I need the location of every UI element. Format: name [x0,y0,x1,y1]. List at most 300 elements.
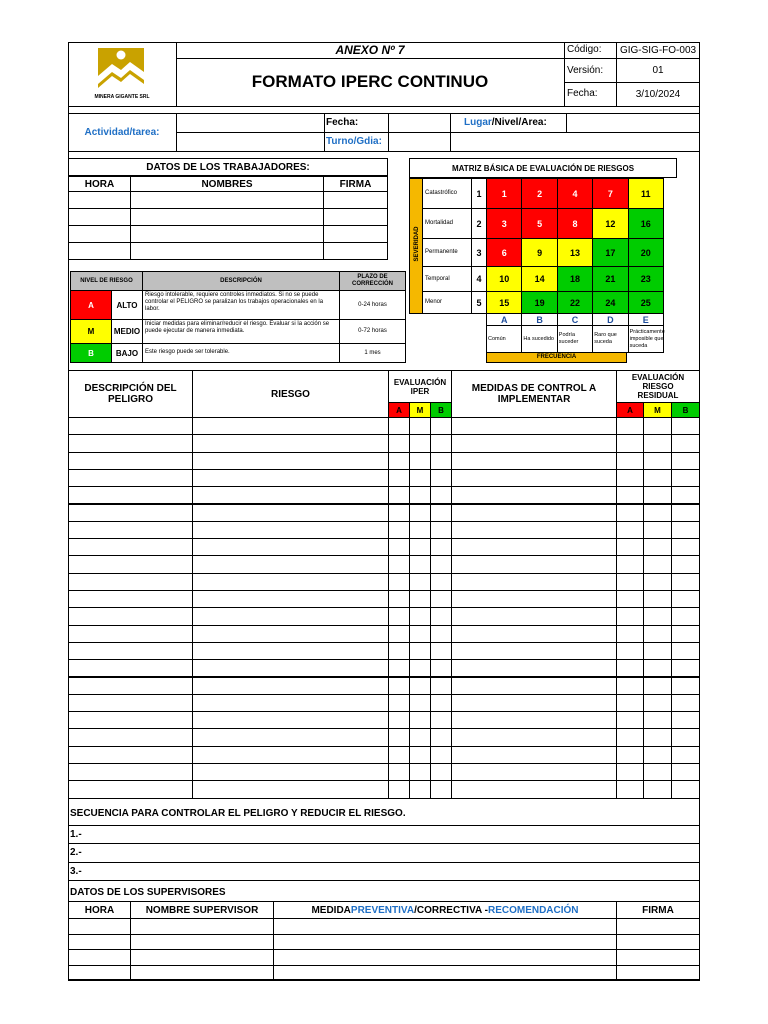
sup-col-hora: HORA [68,901,131,919]
riesgo-cell[interactable] [192,434,389,452]
medidas-cell[interactable] [451,780,617,798]
peligro-cell[interactable] [68,728,193,746]
eval-a-cell[interactable] [388,642,410,660]
residual-m-cell[interactable] [643,607,672,625]
riesgo-cell[interactable] [192,504,389,522]
residual-b-cell[interactable] [671,607,700,625]
sup-medida-cell[interactable] [273,934,617,951]
residual-m-cell[interactable] [643,521,672,539]
eval-m-cell[interactable] [409,452,431,470]
sequence-item-1[interactable]: 1.- [70,829,82,840]
medidas-cell[interactable] [451,763,617,781]
residual-m-cell[interactable] [643,504,672,522]
eval-b-cell[interactable] [430,434,452,452]
severity-number: 4 [471,266,487,292]
residual-b-cell[interactable] [671,694,700,712]
peligro-cell[interactable] [68,434,193,452]
riesgo-cell[interactable] [192,780,389,798]
eval-a-cell[interactable] [388,763,410,781]
eval-a-cell[interactable] [388,728,410,746]
eval-a-cell[interactable] [388,677,410,695]
riesgo-cell[interactable] [192,573,389,591]
info-section [68,113,700,151]
risk-levels-table [70,271,406,363]
frequency-letter: E [628,313,664,326]
sup-col-firma: FIRMA [616,901,700,919]
eval-b-cell[interactable] [430,504,452,522]
matrix-cell: 5 [521,208,557,239]
residual-a-cell[interactable] [616,763,644,781]
turno-label: Turno/Gdia: [326,136,382,147]
residual-b: B [671,402,700,418]
riesgo-cell[interactable] [192,469,389,487]
medidas-cell[interactable] [451,711,617,729]
eval-b-cell[interactable] [430,625,452,643]
eval-a-cell[interactable] [388,590,410,608]
matrix-cell: 7 [592,178,628,209]
medidas-cell[interactable] [451,694,617,712]
residual-m-cell[interactable] [643,486,672,504]
riesgo-cell[interactable] [192,417,389,435]
frequency-letter: C [557,313,593,326]
residual-m-cell[interactable] [643,590,672,608]
worker-nombre-cell[interactable] [130,208,324,226]
residual-a-cell[interactable] [616,746,644,764]
residual-a-cell[interactable] [616,659,644,677]
medidas-cell[interactable] [451,607,617,625]
medidas-cell[interactable] [451,434,617,452]
eval-m-cell[interactable] [409,538,431,556]
date-value: 3/10/2024 [635,88,681,100]
eval-m-cell[interactable] [409,763,431,781]
eval-b-cell[interactable] [430,642,452,660]
sup-nombre-cell[interactable] [130,934,274,951]
riesgo-cell[interactable] [192,521,389,539]
eval-m-cell[interactable] [409,486,431,504]
matrix-cell: 15 [486,291,522,314]
medidas-cell[interactable] [451,642,617,660]
header [68,42,700,106]
activity-field[interactable] [176,113,324,151]
severity-number: 2 [471,208,487,239]
lugar-field[interactable] [566,113,700,132]
residual-b-cell[interactable] [671,711,700,729]
peligro-cell[interactable] [68,521,193,539]
eval-a-cell[interactable] [388,521,410,539]
workers-table [68,158,388,262]
frequency-name: Podría suceder [557,325,593,353]
peligro-cell[interactable] [68,486,193,504]
residual-a-cell[interactable] [616,521,644,539]
eval-b-cell[interactable] [430,763,452,781]
eval-a-cell[interactable] [388,486,410,504]
frequency-name: Ha sucedido [521,325,557,353]
eval-m-cell[interactable] [409,642,431,660]
sup-hora-cell[interactable] [68,949,131,966]
peligro-cell[interactable] [68,659,193,677]
peligro-cell[interactable] [68,746,193,764]
severity-number: 3 [471,238,487,267]
residual-m-cell[interactable] [643,694,672,712]
residual-a-cell[interactable] [616,607,644,625]
residual-m-cell[interactable] [643,469,672,487]
severity-number: 1 [471,178,487,209]
riesgo-cell[interactable] [192,677,389,695]
matrix-cell: 9 [521,238,557,267]
riesgo-cell[interactable] [192,659,389,677]
residual-m-cell[interactable] [643,452,672,470]
peligro-cell[interactable] [68,469,193,487]
residual-a-cell[interactable] [616,434,644,452]
residual-m-cell[interactable] [643,642,672,660]
sequence-item-2[interactable]: 2.- [70,847,82,858]
worker-firma-cell[interactable] [323,191,388,209]
residual-a-cell[interactable] [616,780,644,798]
residual-a-cell[interactable] [616,642,644,660]
workers-col-firma: FIRMA [323,176,388,192]
eval-a-cell[interactable] [388,417,410,435]
eval-b-cell[interactable] [430,555,452,573]
eval-a-cell[interactable] [388,469,410,487]
eval-b-cell[interactable] [430,452,452,470]
residual-b-cell[interactable] [671,780,700,798]
residual-a-cell[interactable] [616,555,644,573]
matrix-cell: 24 [592,291,628,314]
peligro-cell[interactable] [68,573,193,591]
eval-b-cell[interactable] [430,677,452,695]
frequency-letter: B [521,313,557,326]
sup-nombre-cell[interactable] [130,965,274,982]
worker-hora-cell[interactable] [68,191,131,209]
residual-b-cell[interactable] [671,486,700,504]
residual-m-cell[interactable] [643,746,672,764]
residual-b-cell[interactable] [671,452,700,470]
eval-m-cell[interactable] [409,504,431,522]
eval-b-cell[interactable] [430,469,452,487]
eval-m-cell[interactable] [409,555,431,573]
eval-m-cell[interactable] [409,469,431,487]
frequency-letter: D [592,313,628,326]
sup-firma-cell[interactable] [616,949,700,966]
residual-a-cell[interactable] [616,711,644,729]
residual-b-cell[interactable] [671,434,700,452]
sup-col-medida-1: MEDIDA [311,904,351,916]
riesgo-cell[interactable] [192,728,389,746]
eval-m-cell[interactable] [409,780,431,798]
matrix-cell: 16 [628,208,664,239]
peligro-cell[interactable] [68,590,193,608]
frequency-name: Prácticamente imposible que suceda [628,325,664,353]
residual-m-cell[interactable] [643,659,672,677]
risk-alto-desc: Riesgo intolerable, requiere controles inmediatos. Si no se puede controlar el PELIGRO se paralizan los trabajos operacionales en la labor. [142,290,340,320]
residual-m-cell[interactable] [643,538,672,556]
peligro-cell[interactable] [68,555,193,573]
sup-medida-cell[interactable] [273,965,617,982]
medidas-cell[interactable] [451,521,617,539]
medidas-cell[interactable] [451,538,617,556]
risk-medio-name: MEDIO [111,319,143,344]
eval-m-cell[interactable] [409,659,431,677]
residual-a-cell[interactable] [616,728,644,746]
eval-a-cell[interactable] [388,573,410,591]
matrix-cell: 23 [628,266,664,292]
eval-b-cell[interactable] [430,417,452,435]
worker-nombre-cell[interactable] [130,225,324,243]
peligro-cell[interactable] [68,607,193,625]
residual-a-cell[interactable] [616,417,644,435]
sup-col-medida [273,901,617,919]
code-label: Código: [567,44,602,55]
residual-m-cell[interactable] [643,711,672,729]
residual-b-cell[interactable] [671,728,700,746]
fecha-field[interactable] [388,113,450,132]
residual-a-cell[interactable] [616,625,644,643]
lugar-label-blue: Lugar [464,117,492,128]
sup-medida-cell[interactable] [273,918,617,935]
col-residual: EVALUACIÓN RIESGO RESIDUAL [616,370,700,403]
fecha-label: Fecha: [326,117,359,128]
risk-col-desc: DESCRIPCIÓN [142,271,340,291]
sequence-section [68,805,700,880]
severity-name: Menor [422,291,472,314]
eval-m-cell[interactable] [409,728,431,746]
sup-nombre-cell[interactable] [130,918,274,935]
medidas-cell[interactable] [451,469,617,487]
sup-firma-cell[interactable] [616,918,700,935]
eval-m: M [409,402,431,418]
sup-firma-cell[interactable] [616,965,700,982]
eval-b-cell[interactable] [430,659,452,677]
eval-b-cell[interactable] [430,486,452,504]
residual-a-cell[interactable] [616,538,644,556]
matrix-cell: 21 [592,266,628,292]
eval-b-cell[interactable] [430,728,452,746]
residual-m-cell[interactable] [643,625,672,643]
col-medidas: MEDIDAS DE CONTROL A IMPLEMENTAR [451,370,617,418]
eval-a-cell[interactable] [388,780,410,798]
sup-firma-cell[interactable] [616,934,700,951]
sup-nombre-cell[interactable] [130,949,274,966]
matrix-cell: 4 [557,178,593,209]
medidas-cell[interactable] [451,504,617,522]
peligro-cell[interactable] [68,711,193,729]
residual-b-cell[interactable] [671,625,700,643]
eval-b-cell[interactable] [430,780,452,798]
matrix-cell: 8 [557,208,593,239]
residual-a-cell[interactable] [616,504,644,522]
sup-hora-cell[interactable] [68,934,131,951]
peligro-cell[interactable] [68,642,193,660]
sup-medida-cell[interactable] [273,949,617,966]
residual-b-cell[interactable] [671,417,700,435]
medidas-cell[interactable] [451,677,617,695]
matrix-title: MATRIZ BÁSICA DE EVALUACIÓN DE RIESGOS [409,158,677,178]
eval-a-cell[interactable] [388,625,410,643]
eval-a-cell[interactable] [388,434,410,452]
frequency-label: FRECUENCIA [486,352,627,363]
medidas-cell[interactable] [451,659,617,677]
severity-name: Temporal [422,266,472,292]
eval-b-cell[interactable] [430,746,452,764]
residual-m-cell[interactable] [643,763,672,781]
residual-m-cell[interactable] [643,677,672,695]
eval-m-cell[interactable] [409,573,431,591]
riesgo-cell[interactable] [192,763,389,781]
riesgo-cell[interactable] [192,711,389,729]
eval-m-cell[interactable] [409,434,431,452]
eval-b: B [430,402,452,418]
severity-name: Mortalidad [422,208,472,239]
medidas-cell[interactable] [451,625,617,643]
sequence-item-3[interactable]: 3.- [70,866,82,877]
eval-b-cell[interactable] [430,607,452,625]
matrix-cell: 18 [557,266,593,292]
sup-col-medida-2: PREVENTIVA [350,904,415,916]
residual-b-cell[interactable] [671,521,700,539]
sup-hora-cell[interactable] [68,965,131,982]
eval-b-cell[interactable] [430,711,452,729]
medidas-cell[interactable] [451,555,617,573]
residual-b-cell[interactable] [671,677,700,695]
residual-b-cell[interactable] [671,504,700,522]
medidas-cell[interactable] [451,417,617,435]
residual-m-cell[interactable] [643,780,672,798]
supervisors-table [68,880,700,980]
peligro-cell[interactable] [68,452,193,470]
riesgo-cell[interactable] [192,538,389,556]
medidas-cell[interactable] [451,573,617,591]
peligro-cell[interactable] [68,504,193,522]
residual-m: M [643,402,672,418]
residual-m-cell[interactable] [643,728,672,746]
peligro-cell[interactable] [68,780,193,798]
lugar-label [464,117,547,128]
eval-m-cell[interactable] [409,746,431,764]
residual-m-cell[interactable] [643,555,672,573]
eval-a-cell[interactable] [388,452,410,470]
residual-b-cell[interactable] [671,659,700,677]
eval-a-cell[interactable] [388,607,410,625]
riesgo-cell[interactable] [192,607,389,625]
residual-b-cell[interactable] [671,590,700,608]
riesgo-cell[interactable] [192,746,389,764]
riesgo-cell[interactable] [192,486,389,504]
residual-a-cell[interactable] [616,469,644,487]
eval-m-cell[interactable] [409,607,431,625]
residual-b-cell[interactable] [671,538,700,556]
peligro-cell[interactable] [68,538,193,556]
eval-m-cell[interactable] [409,521,431,539]
worker-hora-cell[interactable] [68,225,131,243]
eval-b-cell[interactable] [430,538,452,556]
residual-a-cell[interactable] [616,590,644,608]
eval-a-cell[interactable] [388,538,410,556]
matrix-cell: 19 [521,291,557,314]
matrix-cell: 25 [628,291,664,314]
residual-a-cell[interactable] [616,573,644,591]
eval-m-cell[interactable] [409,590,431,608]
medidas-cell[interactable] [451,590,617,608]
riesgo-cell[interactable] [192,555,389,573]
residual-m-cell[interactable] [643,417,672,435]
frequency-name: Raro que suceda [592,325,628,353]
worker-firma-cell[interactable] [323,242,388,260]
peligro-cell[interactable] [68,763,193,781]
residual-a-cell[interactable] [616,677,644,695]
medidas-cell[interactable] [451,452,617,470]
medidas-cell[interactable] [451,728,617,746]
eval-b-cell[interactable] [430,573,452,591]
risk-medio-plazo: 0-72 horas [339,319,406,344]
residual-m-cell[interactable] [643,573,672,591]
eval-b-cell[interactable] [430,590,452,608]
workers-col-hora: HORA [68,176,131,192]
code-value: GIG-SIG-FO-003 [619,44,697,56]
riesgo-cell[interactable] [192,625,389,643]
eval-m-cell[interactable] [409,677,431,695]
activity-label: Actividad/tarea: [84,126,160,138]
medidas-cell[interactable] [451,486,617,504]
worker-hora-cell[interactable] [68,208,131,226]
eval-a-cell[interactable] [388,711,410,729]
risk-alto-plazo: 0-24 horas [339,290,406,320]
eval-m-cell[interactable] [409,625,431,643]
residual-b-cell[interactable] [671,763,700,781]
worker-firma-cell[interactable] [323,225,388,243]
sup-hora-cell[interactable] [68,918,131,935]
eval-a-cell[interactable] [388,694,410,712]
col-riesgo: RIESGO [192,370,389,418]
residual-m-cell[interactable] [643,434,672,452]
worker-firma-cell[interactable] [323,208,388,226]
residual-a-cell[interactable] [616,452,644,470]
residual-b-cell[interactable] [671,555,700,573]
worker-nombre-cell[interactable] [130,191,324,209]
eval-a-cell[interactable] [388,746,410,764]
turno-field[interactable] [388,132,450,151]
residual-b-cell[interactable] [671,469,700,487]
col-peligro: DESCRIPCIÓN DEL PELIGRO [68,370,193,418]
eval-a-cell[interactable] [388,659,410,677]
residual-b-cell[interactable] [671,746,700,764]
medidas-cell[interactable] [451,746,617,764]
residual-a-cell[interactable] [616,694,644,712]
riesgo-cell[interactable] [192,590,389,608]
riesgo-cell[interactable] [192,452,389,470]
eval-a-cell[interactable] [388,504,410,522]
logo-text: MINERA GIGANTE SRL [94,94,150,100]
sup-col-medida-3: /CORRECTIVA - [414,904,488,916]
eval-m-cell[interactable] [409,711,431,729]
eval-b-cell[interactable] [430,521,452,539]
eval-b-cell[interactable] [430,694,452,712]
riesgo-cell[interactable] [192,642,389,660]
peligro-cell[interactable] [68,677,193,695]
residual-a-cell[interactable] [616,486,644,504]
residual-a: A [616,402,644,418]
worker-hora-cell[interactable] [68,242,131,260]
residual-b-cell[interactable] [671,642,700,660]
riesgo-cell[interactable] [192,694,389,712]
residual-b-cell[interactable] [671,573,700,591]
peligro-cell[interactable] [68,417,193,435]
peligro-cell[interactable] [68,625,193,643]
eval-m-cell[interactable] [409,694,431,712]
worker-nombre-cell[interactable] [130,242,324,260]
eval-a-cell[interactable] [388,555,410,573]
peligro-cell[interactable] [68,694,193,712]
eval-m-cell[interactable] [409,417,431,435]
